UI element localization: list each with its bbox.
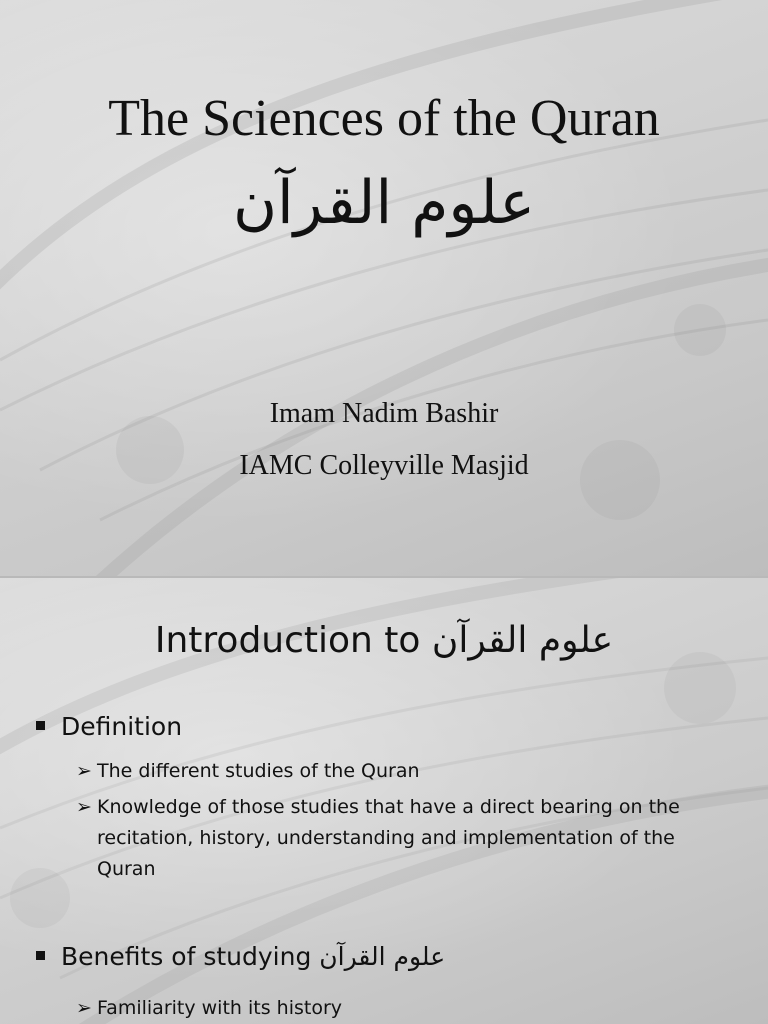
presentation-title-arabic: علوم القرآن bbox=[232, 168, 536, 238]
slide-title-arabic: علوم القرآن bbox=[431, 620, 614, 661]
arrow-bullet-icon: ➢ bbox=[76, 760, 92, 782]
square-bullet-icon bbox=[36, 951, 45, 960]
bullet-label: Benefits of studying bbox=[61, 942, 312, 971]
presentation-title: The Sciences of the Quran bbox=[108, 90, 660, 147]
slide-title-prefix: Introduction to bbox=[154, 620, 421, 661]
sub-bullet-text: Familiarity with its history bbox=[97, 997, 343, 1019]
bullet-definition bbox=[36, 712, 182, 741]
sub-bullet-text: The different studies of the Quran bbox=[97, 760, 420, 782]
bullet-label-arabic: علوم القرآن bbox=[319, 942, 446, 971]
arrow-bullet-icon: ➢ bbox=[76, 997, 92, 1019]
sub-bullet-text: Knowledge of those studies that have a direct bearing on the recitation, history, understanding and implementation of the Quran bbox=[97, 796, 680, 880]
organization-name: IAMC Colleyville Masjid bbox=[239, 450, 529, 481]
bullet-label: Definition bbox=[61, 712, 183, 741]
author-name: Imam Nadim Bashir bbox=[269, 398, 499, 429]
arrow-bullet-icon: ➢ bbox=[76, 796, 92, 818]
introduction-slide bbox=[0, 578, 768, 1024]
bullet-benefits bbox=[36, 942, 445, 971]
slide-title bbox=[0, 620, 768, 661]
square-bullet-icon bbox=[36, 721, 45, 730]
sub-bullet bbox=[76, 792, 736, 885]
sub-bullet bbox=[76, 993, 736, 1024]
sub-bullet bbox=[76, 756, 736, 787]
